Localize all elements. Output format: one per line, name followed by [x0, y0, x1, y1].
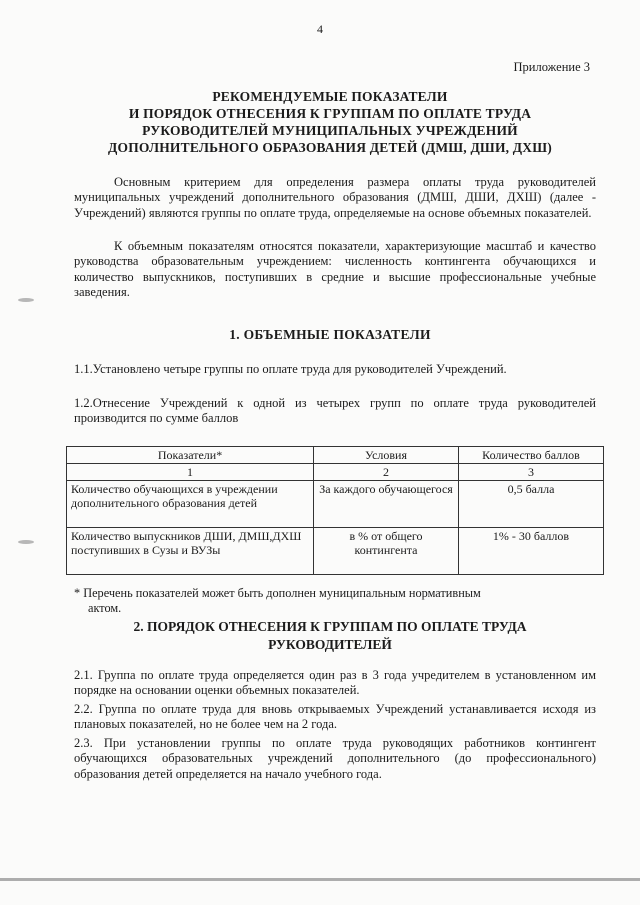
- title-line-2: И ПОРЯДОК ОТНЕСЕНИЯ К ГРУППАМ ПО ОПЛАТЕ ТРУДА: [128, 106, 532, 121]
- table-row: [67, 528, 604, 575]
- table-number-row: [67, 464, 604, 481]
- table-number-cell: 2: [314, 464, 459, 481]
- table-number-cell: 3: [459, 464, 604, 481]
- title-line-1: РЕКОМЕНДУЕМЫЕ ПОКАЗАТЕЛИ: [212, 89, 448, 104]
- section-1-heading: 1. ОБЪЕМНЫЕ ПОКАЗАТЕЛИ: [229, 327, 431, 342]
- binder-hole-mark: [18, 540, 34, 544]
- section-2-paragraph-1: 2.1. Группа по оплате труда определяется один раз в 3 года учредителем в установленном им порядке на основании оценки объемных показателей.: [74, 668, 596, 698]
- points-cell: 0,5 балла: [459, 481, 604, 528]
- table-number-cell: 1: [67, 464, 314, 481]
- table-header-cell: Количество баллов: [459, 447, 604, 464]
- scan-edge-line: [0, 878, 640, 881]
- document-title: [60, 88, 600, 156]
- indicator-cell: Количество обучающихся в учреждении дополнительного образования детей: [67, 481, 314, 528]
- section-1-paragraph-2: 1.2.Отнесение Учреждений к одной из четырех групп по оплате труда руководителей производится по сумме баллов: [74, 396, 596, 426]
- table-footnote: [74, 586, 594, 615]
- section-2-heading-line-2: РУКОВОДИТЕЛЕЙ: [268, 637, 392, 652]
- table-row: [67, 481, 604, 528]
- section-2-heading-line-1: 2. ПОРЯДОК ОТНЕСЕНИЯ К ГРУППАМ ПО ОПЛАТЕ ТРУДА: [133, 619, 527, 634]
- section-2-paragraph-2: 2.2. Группа по оплате труда для вновь открываемых Учреждений устанавливается исходя из плановых показателей, но не более чем на 2 года.: [74, 702, 596, 732]
- title-line-4: ДОПОЛНИТЕЛЬНОГО ОБРАЗОВАНИЯ ДЕТЕЙ (ДМШ, ДШИ, ДХШ): [108, 140, 552, 155]
- footnote-line-2: актом.: [88, 600, 122, 615]
- table-header-cell: Условия: [314, 447, 459, 464]
- points-cell: 1% - 30 баллов: [459, 528, 604, 575]
- indicators-table: [66, 446, 604, 575]
- table-header-row: [67, 447, 604, 464]
- condition-cell: в % от общего контингента: [314, 528, 459, 575]
- section-2-heading: [60, 618, 600, 654]
- section-1-paragraph-1: 1.1.Установлено четыре группы по оплате труда для руководителей Учреждений.: [74, 362, 507, 376]
- section-2-paragraph-3: 2.3. При установлении группы по оплате труда руководящих работников контингент обучающихся образовательных учреждений дополнительного (до профессионального) образования детей определяется на начало учебного года.: [74, 736, 596, 781]
- appendix-label: Приложение 3: [513, 60, 590, 74]
- title-line-3: РУКОВОДИТЕЛЕЙ МУНИЦИПАЛЬНЫХ УЧРЕЖДЕНИЙ: [142, 123, 518, 138]
- intro-paragraph-1: Основным критерием для определения размера оплаты труда руководителей муниципальных учреждений дополнительного образования (ДМШ, ДШИ, ДХШ) (далее - Учреждений) являются группы по оплате труда, определяемые на основе объемных показателей.: [74, 175, 596, 220]
- intro-paragraph-2: К объемным показателям относятся показатели, характеризующие масштаб и качество руководства образовательным учреждением: численность контингента обучающихся и количество выпускников, поступивших в средние и высшие профессиональные учебные заведения.: [74, 239, 596, 299]
- table-header-cell: Показатели*: [67, 447, 314, 464]
- binder-hole-mark: [18, 298, 34, 302]
- indicator-cell: Количество выпускников ДШИ, ДМШ,ДХШ поступивших в Сузы и ВУЗы: [67, 528, 314, 575]
- condition-cell: За каждого обучающегося: [314, 481, 459, 528]
- footnote-line-1: * Перечень показателей может быть дополнен муниципальным нормативным: [74, 586, 481, 600]
- page-number: 4: [317, 22, 323, 36]
